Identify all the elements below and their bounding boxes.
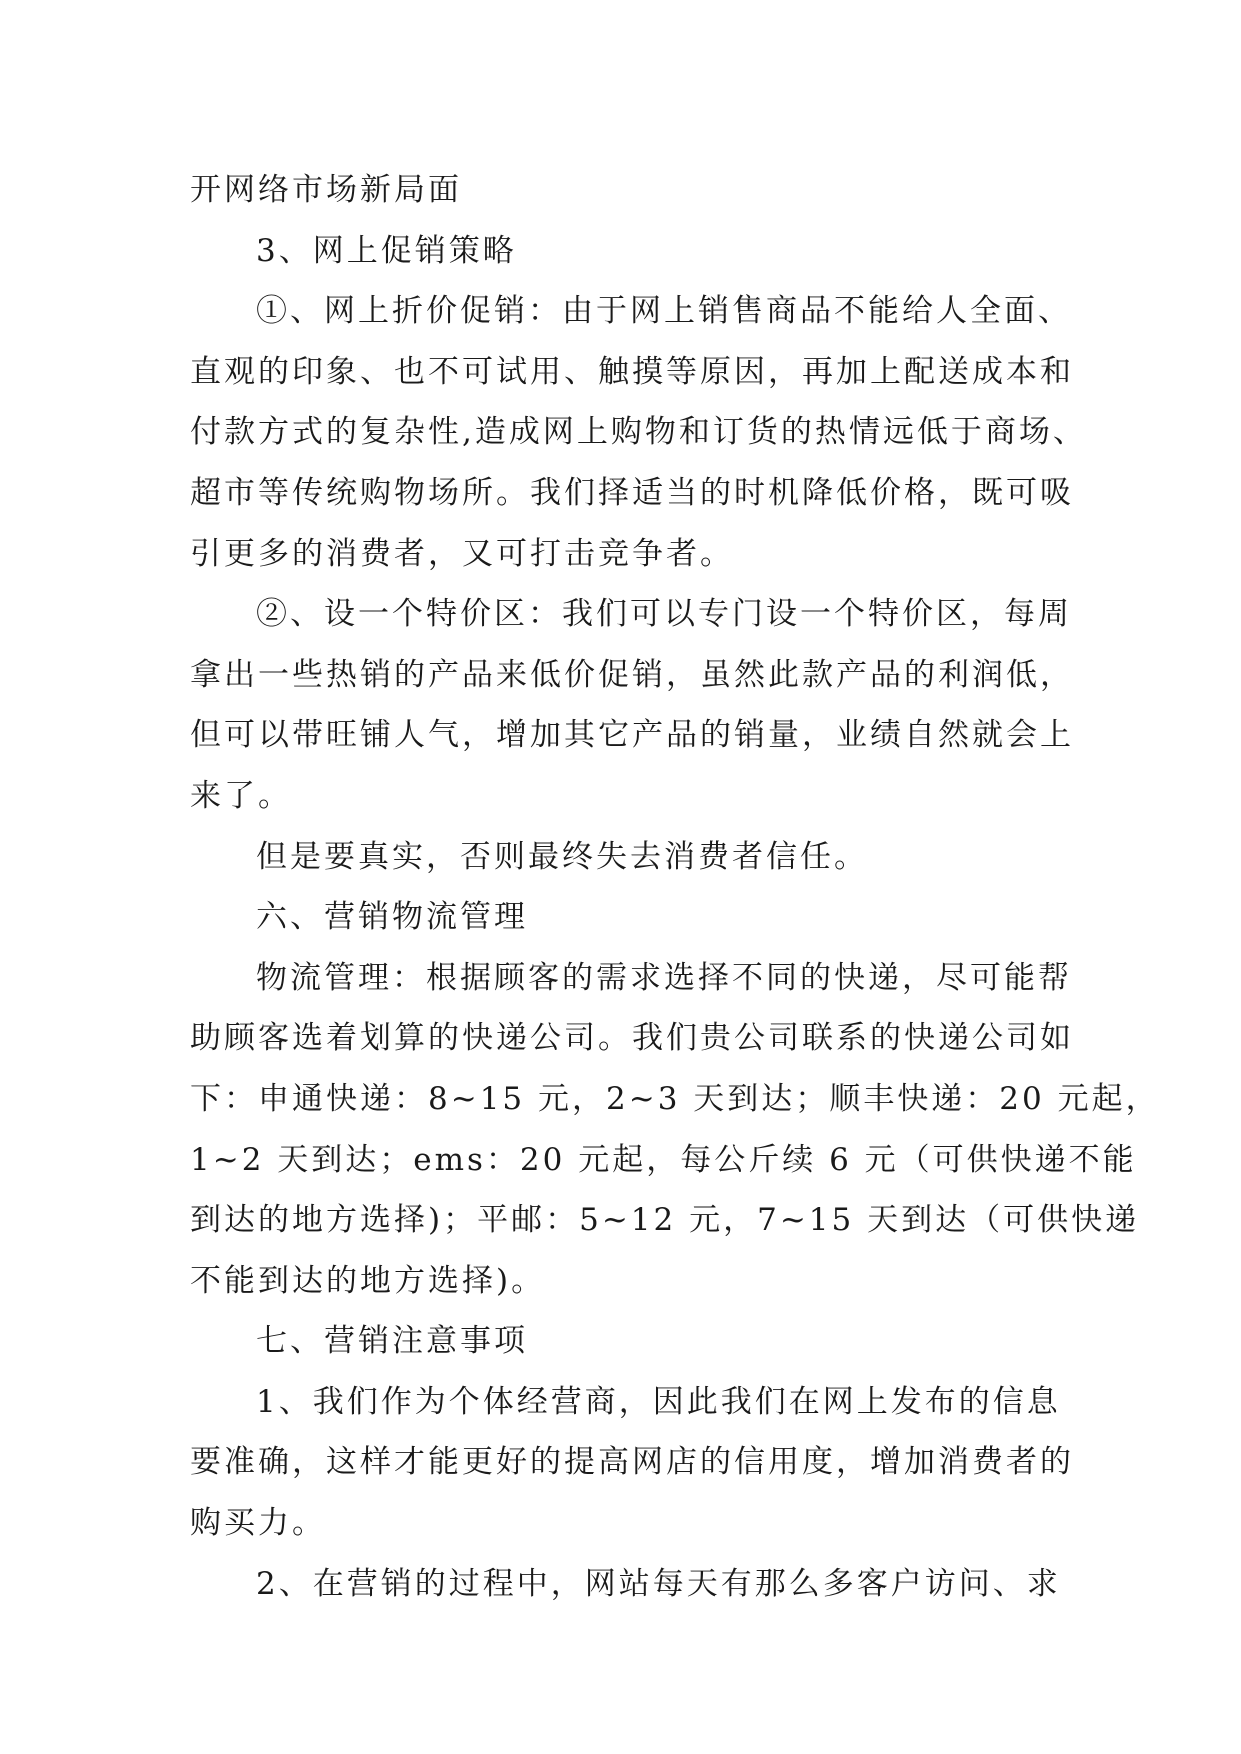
text-line: 2、在营销的过程中，网站每天有那么多客户访问、求 bbox=[256, 1565, 1061, 1602]
text-line: 下：申通快递：8~15 元，2~3 天到达；顺丰快递：20 元起， bbox=[190, 1080, 1160, 1117]
document-body bbox=[190, 160, 1160, 1614]
text-line: 但是要真实，否则最终失去消费者信任。 bbox=[256, 838, 868, 875]
text-line: 拿出一些热销的产品来低价促销，虽然此款产品的利润低， bbox=[190, 656, 1074, 693]
text-line: 引更多的消费者，又可打击竞争者。 bbox=[190, 535, 734, 572]
text-line: ①、网上折价促销：由于网上销售商品不能给人全面、 bbox=[256, 293, 1072, 330]
text-line: 到达的地方选择)；平邮：5~12 元，7~15 天到达（可供快递 bbox=[190, 1202, 1140, 1239]
text-line: 助顾客选着划算的快递公司。我们贵公司联系的快递公司如 bbox=[190, 1020, 1074, 1057]
text-line: ②、设一个特价区：我们可以专门设一个特价区，每周 bbox=[256, 596, 1072, 633]
text-line: 1~2 天到达；ems：20 元起，每公斤续 6 元（可供快递不能 bbox=[190, 1141, 1137, 1178]
text-line: 物流管理：根据顾客的需求选择不同的快递，尽可能帮 bbox=[256, 959, 1072, 996]
text-line: 开网络市场新局面 bbox=[190, 172, 462, 208]
text-line: 要准确，这样才能更好的提高网店的信用度，增加消费者的 bbox=[190, 1444, 1074, 1481]
text-line: 不能到达的地方选择)。 bbox=[190, 1262, 546, 1299]
text-line: 1、我们作为个体经营商，因此我们在网上发布的信息 bbox=[256, 1383, 1061, 1420]
text-line: 但可以带旺铺人气，增加其它产品的销量，业绩自然就会上 bbox=[190, 717, 1074, 754]
text-line: 超市等传统购物场所。我们择适当的时机降低价格，既可吸 bbox=[190, 474, 1074, 511]
section-heading: 六、营销物流管理 bbox=[256, 899, 528, 936]
section-heading: 3、网上促销策略 bbox=[256, 232, 517, 269]
section-heading: 七、营销注意事项 bbox=[256, 1323, 528, 1360]
text-line: 购买力。 bbox=[190, 1505, 326, 1542]
text-line: 直观的印象、也不可试用、触摸等原因，再加上配送成本和 bbox=[190, 353, 1074, 390]
text-line: 来了。 bbox=[190, 777, 292, 814]
text-line: 付款方式的复杂性,造成网上购物和订货的热情远低于商场、 bbox=[190, 414, 1087, 451]
